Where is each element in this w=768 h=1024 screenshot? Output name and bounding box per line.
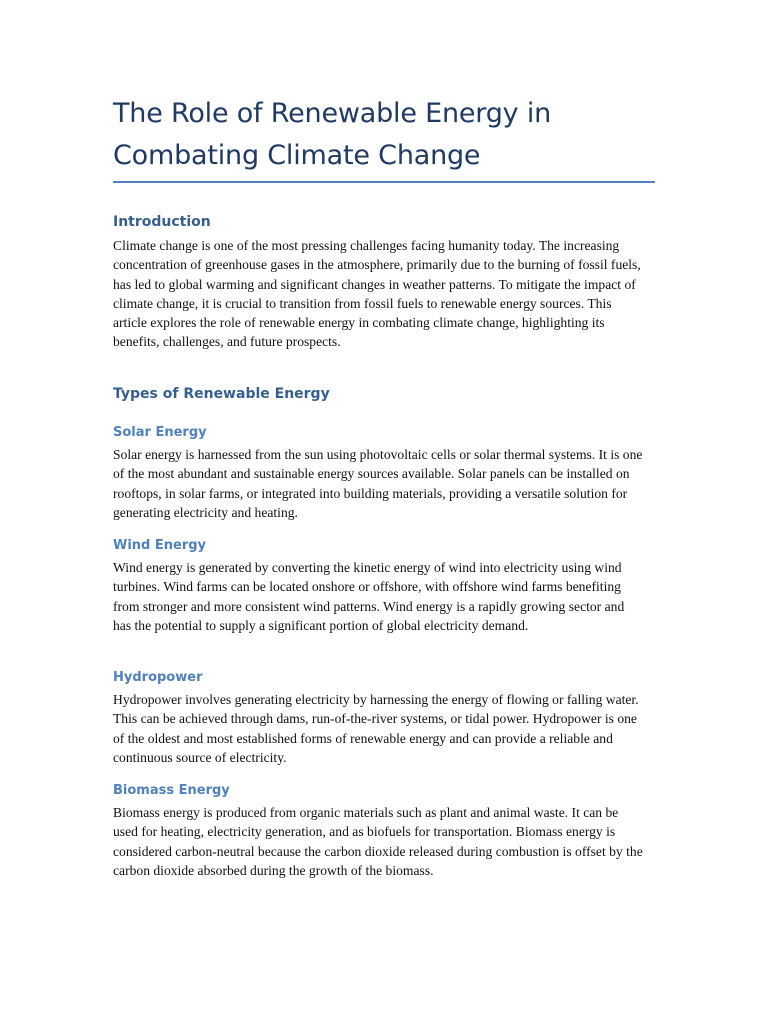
- types-heading: Types of Renewable Energy: [113, 386, 330, 402]
- hydro-heading: Hydropower: [113, 670, 203, 685]
- subsection-wind: [113, 538, 206, 553]
- introduction-body-block: [113, 236, 643, 352]
- title-block: [113, 93, 658, 183]
- biomass-paragraph: Biomass energy is produced from organic materials such as plant and animal waste. It can be used for heating, electricity generation, and as biofuels for transportation. Biomass energy is considered carbon-neutral because the carbon dioxide released during combustion is offset by the carbon dioxide absorbed during the growth of the biomass.: [113, 805, 643, 878]
- hydro-paragraph: Hydropower involves generating electricity by harnessing the energy of flowing or falling water. This can be achieved through dams, run-of-the-river systems, or tidal power. Hydropower is one of the oldest and most established forms of renewable energy and can provide a reliable and continuous source of electricity.: [113, 692, 639, 765]
- wind-body-block: [113, 558, 643, 635]
- title-underline: [113, 181, 655, 183]
- subsection-hydro: [113, 670, 202, 685]
- section-introduction: [113, 214, 211, 230]
- subsection-solar: [113, 425, 207, 440]
- hydro-body-block: [113, 690, 643, 767]
- biomass-body-block: [113, 803, 643, 880]
- introduction-heading: Introduction: [113, 214, 211, 230]
- solar-heading: Solar Energy: [113, 425, 207, 440]
- subsection-biomass: [113, 783, 230, 798]
- biomass-heading: Biomass Energy: [113, 783, 230, 798]
- solar-paragraph: Solar energy is harnessed from the sun using photovoltaic cells or solar thermal systems. It is one of the most abundant and sustainable energy sources available. Solar panels can be installed on rooftops, in solar farms, or integrated into building materials, providing a versatile solution for generating electricity and heating.: [113, 447, 643, 520]
- section-types: [113, 386, 330, 402]
- solar-body-block: [113, 445, 643, 522]
- wind-paragraph: Wind energy is generated by converting the kinetic energy of wind into electricity using wind turbines. Wind farms can be located onshore or offshore, with offshore wind farms benefiting from stronger and more consistent wind patterns. Wind energy is a rapidly growing sector and has the potential to supply a significant portion of global electricity demand.: [113, 560, 625, 633]
- page-title: The Role of Renewable Energy in Combating Climate Change: [113, 98, 552, 171]
- wind-heading: Wind Energy: [113, 538, 207, 553]
- introduction-paragraph: Climate change is one of the most pressing challenges facing humanity today. The increasing concentration of greenhouse gases in the atmosphere, primarily due to the burning of fossil fuels, has led to global warming and significant changes in weather patterns. To mitigate the impact of climate change, it is crucial to transition from fossil fuels to renewable energy sources. This article explores the role of renewable energy in combating climate change, highlighting its benefits, challenges, and future prospects.: [113, 238, 641, 350]
